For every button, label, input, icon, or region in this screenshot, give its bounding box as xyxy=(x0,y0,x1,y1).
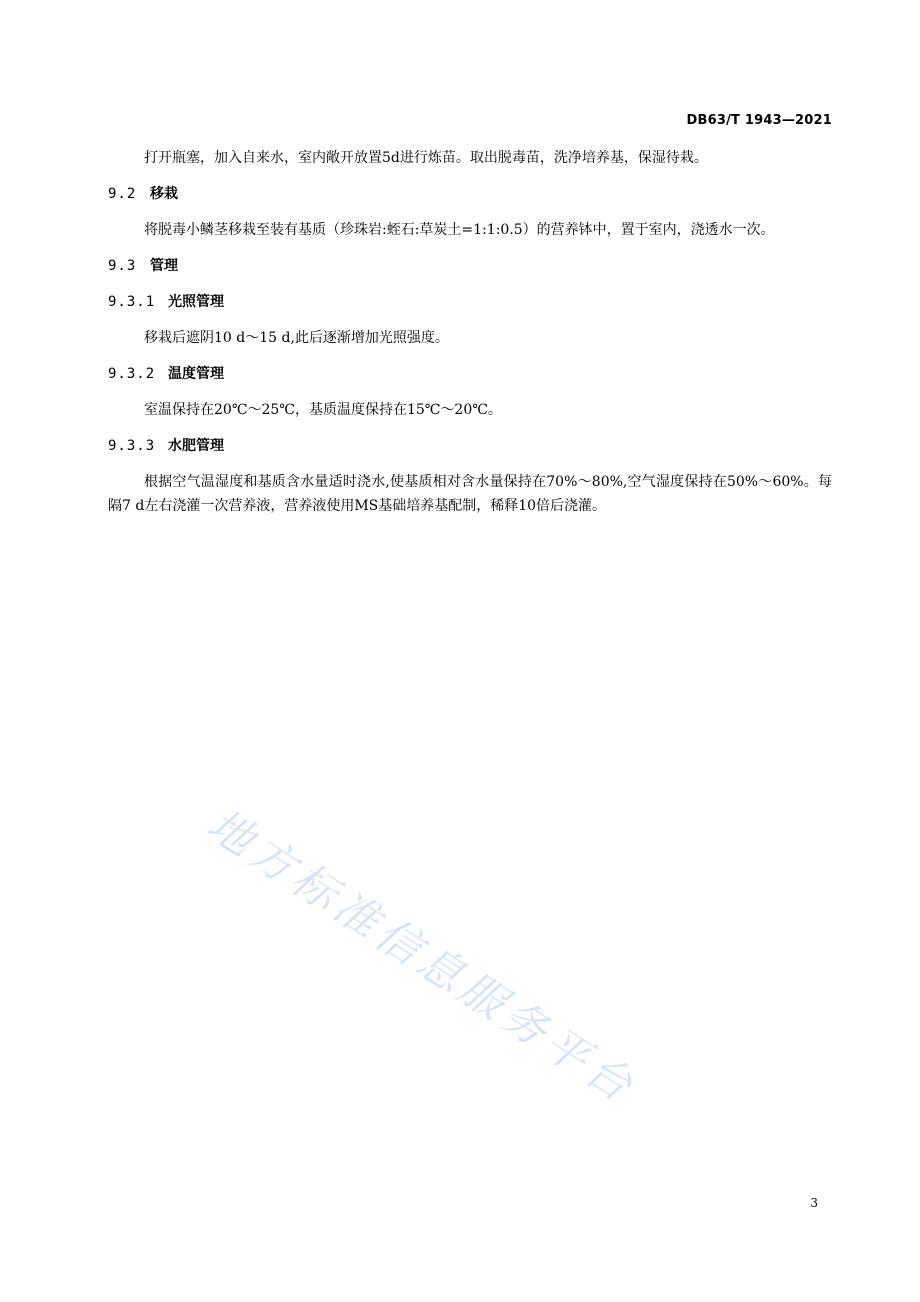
section-number: 9.3.3 xyxy=(108,438,156,454)
section-heading-9-3-1 xyxy=(108,290,832,314)
section-number: 9.3.2 xyxy=(108,366,156,382)
section-title: 管理 xyxy=(150,258,178,274)
section-9-3-2-body: 室温保持在20℃～25℃，基质温度保持在15℃～20℃。 xyxy=(144,402,502,418)
section-number: 9.3 xyxy=(108,258,137,274)
document-code: DB63/T 1943—2021 xyxy=(686,113,832,128)
section-number: 9.3.1 xyxy=(108,294,156,310)
section-heading-9-3-3 xyxy=(108,434,832,458)
section-9-2-body: 将脱毒小鳞茎移栽至装有基质（珍珠岩:蛭石:草炭土=1:1:0.5）的营养钵中，置于室内，浇透水一次。 xyxy=(144,222,775,238)
section-heading-9-2 xyxy=(108,182,832,206)
section-title: 温度管理 xyxy=(168,366,224,382)
section-9-3-1-body: 移栽后遮阴10 d～15 d,此后逐渐增加光照强度。 xyxy=(144,330,449,346)
section-9-3-3-body: 根据空气温湿度和基质含水量适时浇水,使基质相对含水量保持在70%～80%,空气湿度保持在50%～60%。每隔7 d左右浇灌一次营养液，营养液使用MS基础培养基配制，稀释10倍后浇灌。 xyxy=(108,474,832,514)
section-number: 9.2 xyxy=(108,186,137,202)
watermark: 地方标准信息服务平台 xyxy=(198,799,646,1115)
section-title: 水肥管理 xyxy=(168,438,224,454)
page-number: 3 xyxy=(810,1196,818,1210)
section-title: 移栽 xyxy=(150,186,178,202)
section-title: 光照管理 xyxy=(168,294,224,310)
section-heading-9-3 xyxy=(108,254,832,278)
intro-paragraph: 打开瓶塞，加入自来水，室内敞开放置5d进行炼苗。取出脱毒苗，洗净培养基，保湿待栽。 xyxy=(144,150,708,166)
document-body xyxy=(108,146,832,530)
section-heading-9-3-2 xyxy=(108,362,832,386)
